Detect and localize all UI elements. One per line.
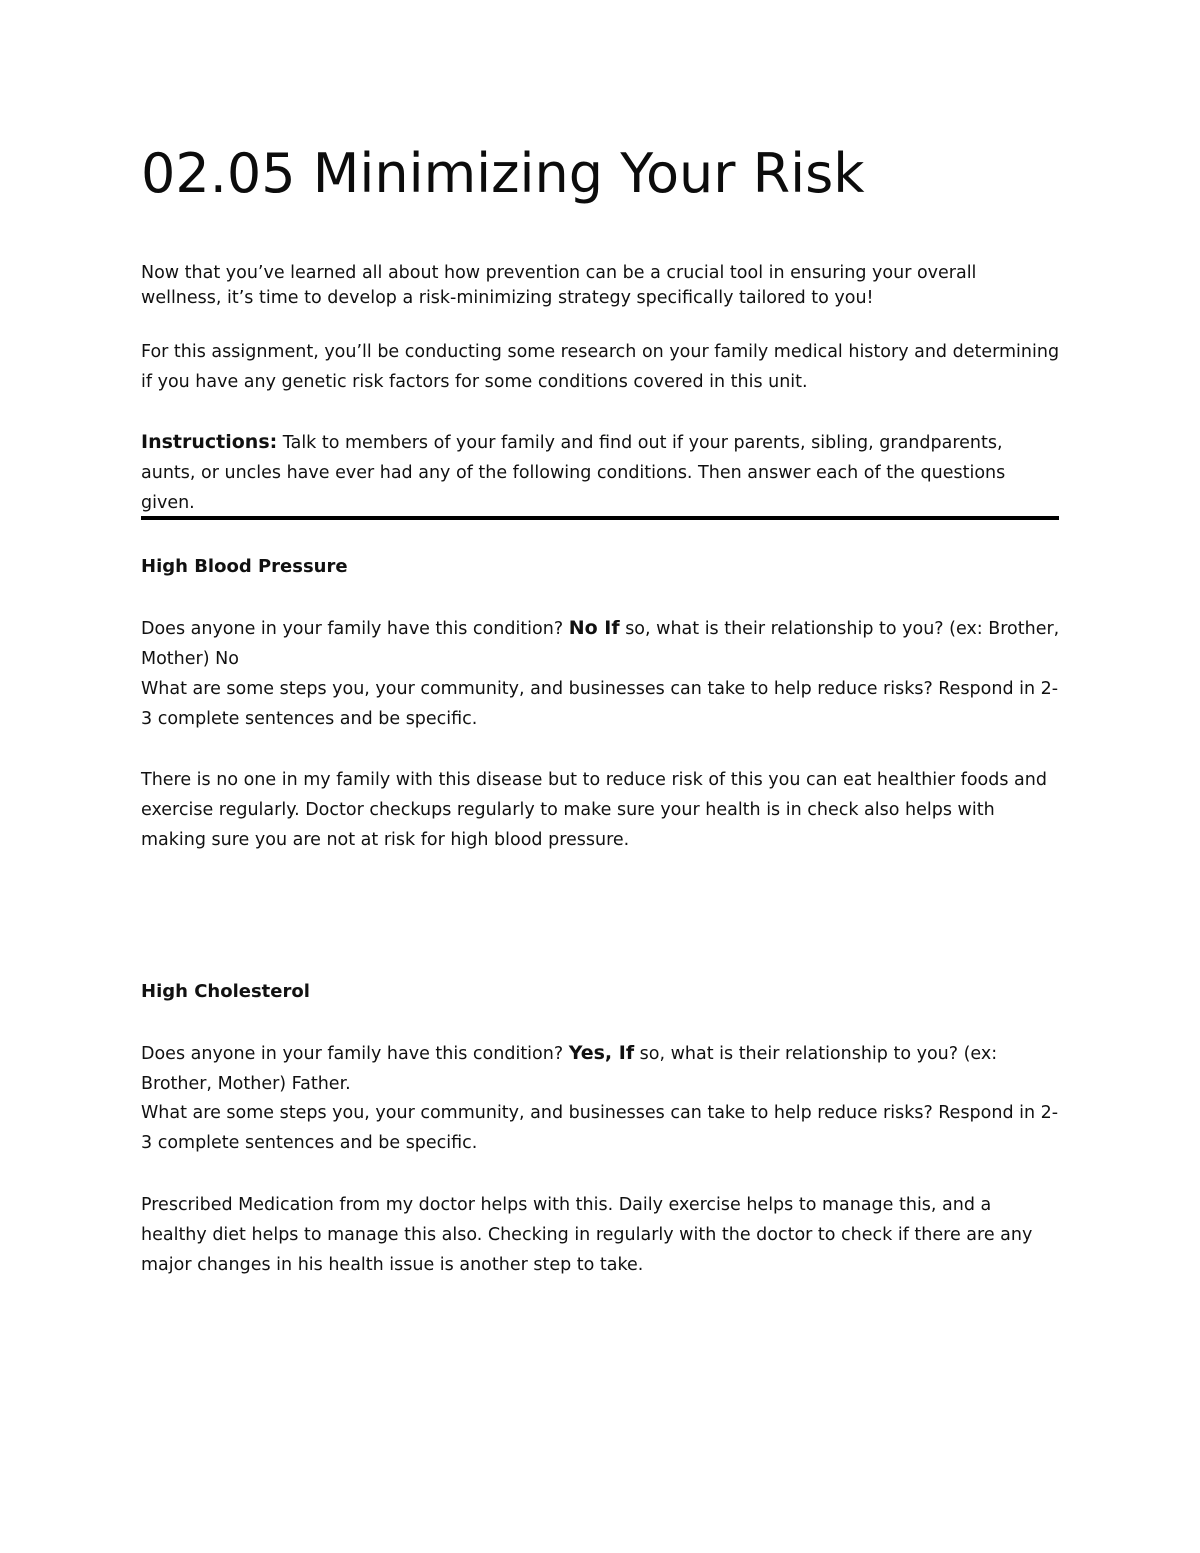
instructions-text: Talk to members of your family and find out if your parents, sibling, grandparents, aunts, or uncles have ever had any of the following conditions. Then answer each of the questions given. (141, 433, 1006, 513)
chol-question-suffix: so, what is their relationship to you? (ex: Brother, Mother) Father. (141, 1044, 998, 1094)
instructions-paragraph (141, 427, 1061, 518)
section-divider (141, 516, 1059, 520)
bp-question-suffix: so, what is their relationship to you? (ex: Brother, Mother) No (141, 619, 1060, 669)
heading-high-blood-pressure: High Blood Pressure (141, 556, 348, 577)
chol-question-steps: What are some steps you, your community, and businesses can take to help reduce risks? Respond in 2-3 complete sentences and be specific. (141, 1103, 1059, 1153)
bp-question-mid: If (597, 617, 620, 639)
bp-question-prefix: Does anyone in your family have this condition? (141, 619, 569, 639)
chol-question-prefix: Does anyone in your family have this condition? (141, 1044, 569, 1064)
bp-response: There is no one in my family with this disease but to reduce risk of this you can eat healthier foods and exercise regularly. Doctor checkups regularly to make sure your health is in check also helps with making sure you are not at risk for high blood pressure. (141, 770, 1047, 850)
assignment-paragraph: For this assignment, you’ll be conducting some research on your family medical history and determining if you have any genetic risk factors for some conditions covered in this unit. (141, 342, 1060, 392)
heading-high-cholesterol: High Cholesterol (141, 981, 310, 1002)
page-title: 02.05 Minimizing Your Risk (141, 142, 865, 205)
instructions-label: Instructions: (141, 431, 278, 453)
chol-response: Prescribed Medication from my doctor helps with this. Daily exercise helps to manage this, and a healthy diet helps to manage this also. Checking in regularly with the doctor to check if there are any major changes in his health issue is another step to take. (141, 1195, 1033, 1275)
chol-answer-family: Yes (568, 1042, 605, 1064)
chol-question-mid: , If (604, 1042, 635, 1064)
bp-question-steps: What are some steps you, your community, and businesses can take to help reduce risks? Respond in 2-3 complete sentences and be specific. (141, 679, 1059, 729)
intro-paragraph: Now that you’ve learned all about how prevention can be a crucial tool in ensuring your overall wellness, it’s time to develop a risk-minimizing strategy specifically tailored to you! (141, 263, 977, 308)
chol-question-family (141, 1038, 1061, 1099)
bp-answer-family: No (568, 617, 598, 639)
bp-question-family (141, 613, 1061, 674)
